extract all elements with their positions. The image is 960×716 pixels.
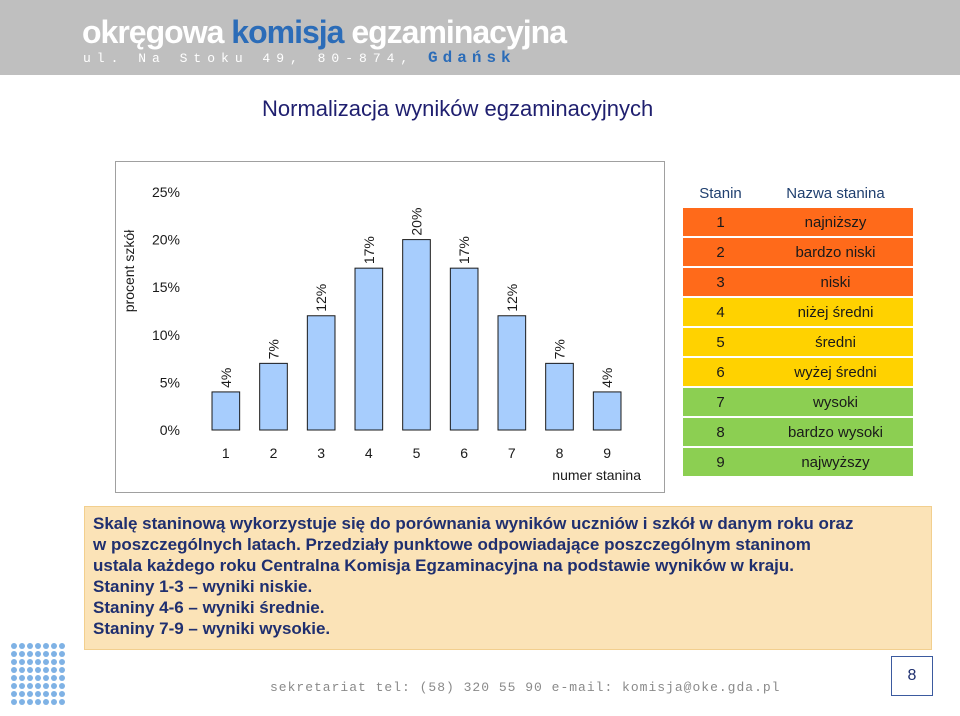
stanin-number: 5: [683, 328, 758, 356]
note-line: Skalę staninową wykorzystuje się do porównania wyników uczniów i szkół w danym roku oraz: [93, 514, 854, 533]
street-address: ul. Na Stoku 49, 80-874,: [83, 51, 429, 66]
stanin-row-7: [683, 388, 913, 416]
x-axis-label: numer stanina: [552, 467, 641, 483]
stanin-row-8: [683, 418, 913, 446]
footer-contact: sekretariat tel: (58) 320 55 90 e-mail: komisja@oke.gda.pl: [270, 680, 781, 695]
bar-value-label: 12%: [503, 283, 520, 312]
address: [83, 49, 516, 67]
stanin-number: 8: [683, 418, 758, 446]
stanin-name: najniższy: [758, 208, 913, 236]
bar-stanin-9: [593, 392, 621, 430]
stanin-name: najwyższy: [758, 448, 913, 476]
brand-word-3: egzaminacyjna: [351, 14, 566, 50]
note-line: w poszczególnych latach. Przedziały punktowe odpowiadające poszczególnym staninom: [93, 535, 811, 554]
dot-pattern-decoration: [8, 640, 70, 708]
stanin-name: bardzo wysoki: [758, 418, 913, 446]
stanin-name: bardzo niski: [758, 238, 913, 266]
bar-stanin-7: [498, 316, 526, 430]
stanin-number: 1: [683, 208, 758, 236]
bar-value-label: 17%: [456, 236, 473, 265]
stanin-name: wysoki: [758, 388, 913, 416]
y-tick-label: 25%: [151, 184, 180, 200]
bar-value-label: 4%: [217, 367, 234, 388]
stanin-number: 7: [683, 388, 758, 416]
brand-word-1: okręgowa: [82, 14, 232, 50]
note-line: Staniny 4-6 – wyniki średnie.: [93, 598, 325, 617]
bar-value-label: 7%: [265, 339, 282, 360]
x-tick-label: 8: [555, 445, 564, 461]
stanin-number: 9: [683, 448, 758, 476]
x-tick-label: 9: [603, 445, 612, 461]
stanin-bar-chart: [116, 162, 664, 492]
stanin-number: 6: [683, 358, 758, 386]
y-tick-label: 0%: [159, 422, 180, 438]
stanin-row-3: [683, 268, 913, 296]
header-banner: [0, 0, 960, 75]
x-tick-label: 2: [269, 445, 278, 461]
bar-value-label: 12%: [313, 283, 330, 312]
chart-panel: [115, 161, 665, 493]
bar-stanin-3: [307, 316, 335, 430]
stanin-name: niżej średni: [758, 298, 913, 326]
stanin-number: 2: [683, 238, 758, 266]
bar-value-label: 7%: [551, 339, 568, 360]
bar-stanin-2: [260, 363, 288, 430]
stanin-row-4: [683, 298, 913, 326]
bar-stanin-5: [403, 240, 431, 430]
bar-value-label: 20%: [408, 207, 425, 236]
x-tick-label: 3: [317, 445, 326, 461]
brand-logo: [82, 14, 566, 51]
bar-stanin-8: [546, 363, 574, 430]
stanin-row-6: [683, 358, 913, 386]
y-tick-label: 5%: [159, 374, 180, 391]
note-line: Staniny 1-3 – wyniki niskie.: [93, 577, 313, 596]
stanin-row-2: [683, 238, 913, 266]
page-title: Normalizacja wyników egzaminacyjnych: [262, 96, 654, 121]
bar-value-label: 4%: [599, 367, 616, 388]
y-tick-label: 15%: [151, 279, 180, 296]
stanin-number: 4: [683, 298, 758, 326]
x-tick-label: 7: [507, 445, 516, 461]
stanin-row-9: [683, 448, 913, 476]
x-tick-label: 1: [221, 445, 230, 461]
header-stanin: Stanin: [699, 184, 742, 202]
x-tick-label: 5: [412, 445, 421, 461]
city: Gdańsk: [428, 49, 516, 67]
bar-value-label: 17%: [360, 236, 377, 265]
y-axis-label: procent szkół: [121, 229, 137, 313]
stanin-row-5: [683, 328, 913, 356]
x-tick-label: 6: [460, 445, 469, 461]
bar-stanin-4: [355, 268, 383, 430]
stanin-table-header: [683, 180, 913, 206]
explanation-note: [84, 506, 932, 650]
stanin-name: wyżej średni: [758, 358, 913, 386]
stanin-row-1: [683, 208, 913, 236]
stanin-number: 3: [683, 268, 758, 296]
page-number: 8: [891, 656, 933, 696]
note-line: Staniny 7-9 – wyniki wysokie.: [93, 619, 331, 638]
bar-stanin-6: [450, 268, 478, 430]
note-line: ustala każdego roku Centralna Komisja Egzaminacyjna na podstawie wyników w kraju.: [93, 556, 794, 575]
y-tick-label: 10%: [151, 326, 180, 343]
x-tick-label: 4: [364, 445, 373, 461]
y-tick-label: 20%: [151, 231, 180, 248]
bar-stanin-1: [212, 392, 240, 430]
stanin-name: średni: [758, 328, 913, 356]
brand-word-2: komisja: [231, 14, 352, 50]
header-nazwa: Nazwa stanina: [786, 184, 885, 202]
stanin-table: [683, 178, 913, 478]
stanin-name: niski: [758, 268, 913, 296]
